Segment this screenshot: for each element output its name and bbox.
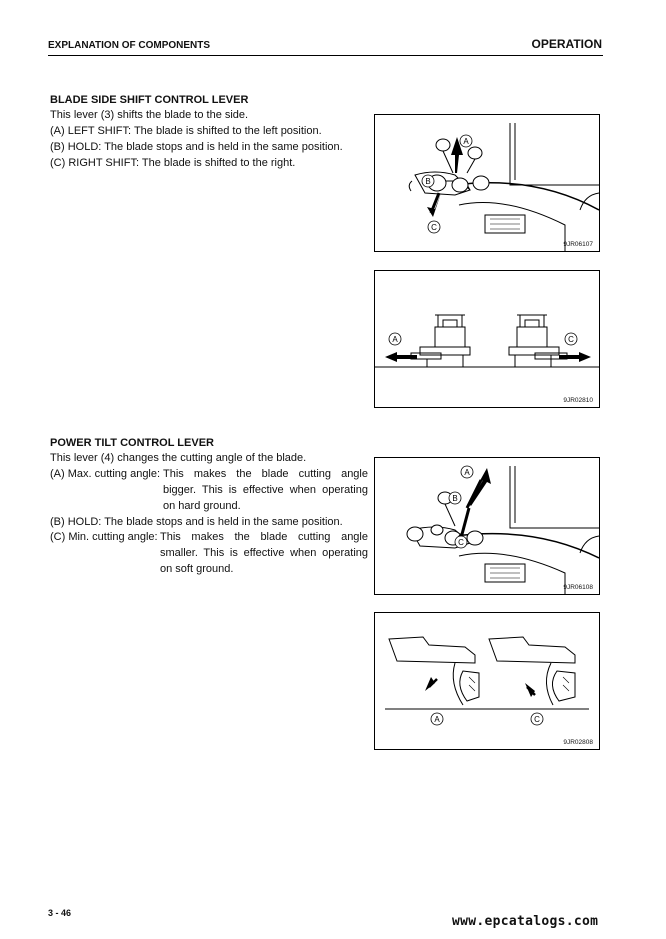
- fig4-code: 9JR02808: [563, 739, 593, 746]
- power-tilt-c-text: This makes the blade cutting angle smaller. This is effective when operating on soft ground.: [160, 531, 368, 575]
- power-tilt-a-text: This makes the blade cutting angle bigger. This is effective when operating on hard ground.: [163, 468, 368, 512]
- fig1-label-b: B: [425, 177, 431, 186]
- header-chapter-title: OPERATION: [531, 37, 602, 51]
- fig1-code: 9JR06107: [563, 241, 593, 248]
- fig3-label-a: A: [464, 468, 470, 477]
- watermark-link[interactable]: www.epcatalogs.com: [452, 914, 599, 929]
- tilt-illustration: [375, 613, 599, 749]
- figure-power-tilt-diagram: [374, 612, 600, 750]
- fig2-label-c: C: [568, 335, 574, 344]
- fig3-label-c: C: [458, 538, 464, 547]
- fig4-label-a: A: [434, 715, 440, 724]
- power-tilt-a-label: (A) Max. cutting angle:: [50, 468, 161, 480]
- power-tilt-b-line: (B) HOLD: The blade stops and is held in the same position.: [50, 516, 343, 528]
- side-shift-line-left: (A) LEFT SHIFT: The blade is shifted to the left position.: [50, 125, 322, 137]
- header-section-title: EXPLANATION OF COMPONENTS: [48, 40, 211, 51]
- fig3-code: 9JR06108: [563, 584, 593, 591]
- side-shift-illustration: [375, 271, 599, 407]
- side-shift-line-right: (C) RIGHT SHIFT: The blade is shifted to the right.: [50, 157, 296, 169]
- power-tilt-intro: This lever (4) changes the cutting angle of the blade.: [50, 452, 307, 464]
- header-rule: [48, 55, 603, 56]
- blade-side-shift-title: BLADE SIDE SHIFT CONTROL LEVER: [50, 94, 249, 106]
- figure-power-tilt-lever: [374, 457, 600, 595]
- side-shift-line-intro: This lever (3) shifts the blade to the side.: [50, 109, 249, 121]
- lever-illustration-2: [375, 458, 599, 594]
- fig2-label-a: A: [392, 335, 398, 344]
- figure-side-shift-diagram: [374, 270, 600, 408]
- fig1-label-a: A: [463, 137, 469, 146]
- fig1-label-c: C: [431, 223, 437, 232]
- power-tilt-title: POWER TILT CONTROL LEVER: [50, 437, 214, 449]
- power-tilt-c-label: (C) Min. cutting angle:: [50, 531, 158, 543]
- side-shift-line-hold: (B) HOLD: The blade stops and is held in the same position.: [50, 141, 343, 153]
- fig2-code: 9JR02810: [563, 397, 593, 404]
- lever-illustration-1: [375, 115, 599, 251]
- fig4-label-c: C: [534, 715, 540, 724]
- page-number: 3 - 46: [48, 908, 72, 918]
- fig3-label-b: B: [452, 494, 458, 503]
- figure-side-shift-lever: [374, 114, 600, 252]
